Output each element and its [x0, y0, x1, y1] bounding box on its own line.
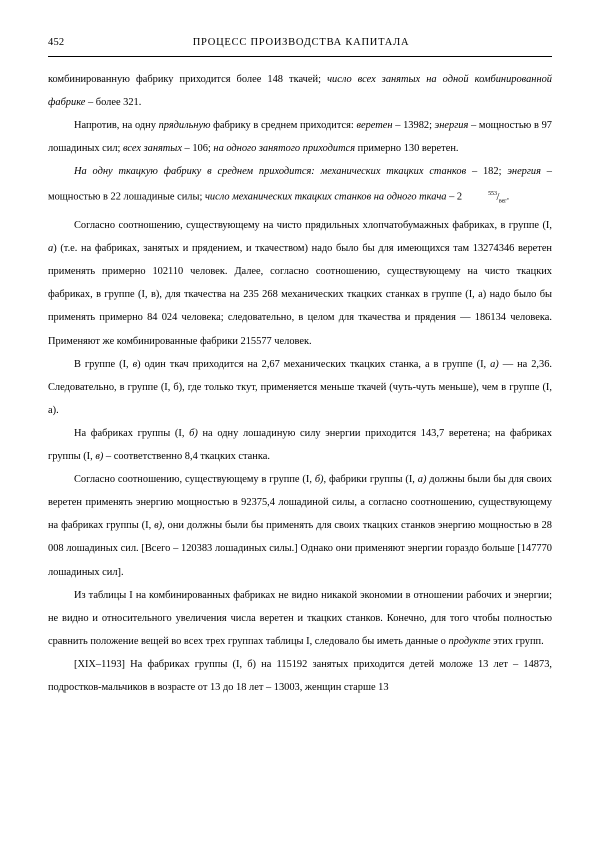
p3-text-f: – 2: [446, 191, 463, 203]
paragraph-4: [48, 214, 552, 353]
fraction-solidus: /: [496, 191, 500, 203]
p7-emphasis-group-a: а): [417, 474, 427, 486]
p3-emphasis-looms: На одну ткацкую фабрику в среднем приходится: механических ткацких станков: [74, 166, 467, 178]
p6-emphasis-group-v: в): [95, 451, 104, 463]
running-head: [48, 38, 552, 52]
p3-text-d: – мощностью в 22 лошадиные силы;: [48, 166, 552, 203]
p8-emphasis-product: продукте: [448, 635, 491, 647]
paragraph-7: [48, 468, 552, 583]
page-number: 452: [48, 37, 65, 48]
p2-emphasis-spinning: прядильную: [158, 120, 211, 132]
p3-emphasis-energy: энергия: [507, 166, 541, 178]
p1-text-c: – более 321.: [85, 97, 142, 109]
p6-emphasis-group-b: б): [189, 427, 198, 439]
p7-text-g: , они должны были бы применять для своих ткацких станков энергию мощностью в 28 008 лошадиных сил. [Всего – 120383 лошадиных силы.] Однако они применяют энергии гораздо больше [147770 лошадиных сил].: [48, 520, 552, 578]
paragraph-9: [48, 653, 552, 699]
fraction-numerator: 553: [488, 191, 497, 198]
p5-emphasis-group-v: в: [132, 358, 138, 370]
paragraph-2: [48, 114, 552, 160]
header-rule: [48, 56, 552, 57]
p2-emphasis-spindles: веретен: [356, 120, 393, 132]
p7-text-e: должны были бы для своих веретен применять энергию мощностью в 92375,4 лошадиной силы, а согласно соотношению, существующему на фабриках группы (I,: [48, 474, 552, 532]
p5-emphasis-group-a: а): [490, 358, 499, 370]
p7-text-a: Согласно соотношению, существующему в группе (I,: [74, 474, 315, 486]
p6-text-a: На фабриках группы (I,: [74, 427, 190, 439]
paragraph-6: [48, 422, 552, 468]
p2-emphasis-per-worker: на одного занятого приходится: [213, 143, 356, 155]
p5-text-e: — на 2,36. Следовательно, в группе (I, б), где только ткут, применяется меньше ткачей (чуть-чуть меньше), чем в группе (I, а).: [48, 358, 552, 416]
p3-text-b: – 182;: [466, 166, 508, 178]
p4-text-c: ) (т.е. на фабриках, занятых и прядением, и ткачеством) надо было бы для имеющихся там 13274346 веретен применять примерно 102110 человек. Далее, согласно соотношению, существующему на чисто ткацких фабриках, в группе (I, в), для ткачества на 235 268 механических ткацких станках в группе (I, а) надо было бы применять примерно 84 024 человека; следовательно, в целом для ткачества и прядения — 186134 человека. Применяют же комбинированные фабрики 215577 человек.: [48, 243, 552, 347]
paragraph-1: [48, 68, 552, 114]
p9-text-a: [XIX–1193] На фабриках группы (I, б) на 115192 занятых приходится детей моложе 13 лет – 14873, подростков-мальчиков в возрасте от 13 до 18 лет – 13003, женщин старше 13: [48, 658, 552, 693]
p7-text-c: , фабрики группы (I,: [323, 474, 418, 486]
p8-text-a: Из таблицы I на комбинированных фабриках не видно никакой экономии в отношении рабочих и энергии; не видно и относительного увеличения числа веретен и ткацких станков. Конечно, для того чтобы полностью сравнить положение вещей во всех трех группах таблицы I, следовало бы иметь данные о: [48, 589, 552, 647]
paragraph-8: [48, 584, 552, 653]
p3-emphasis-per-weaver: число механических ткацких станков на одного ткача: [204, 191, 447, 203]
p2-text-i: – 106;: [181, 143, 214, 155]
p7-emphasis-group-v: в): [154, 520, 163, 532]
paragraph-5: [48, 353, 552, 422]
p2-text-c: фабрику в среднем приходится:: [210, 120, 357, 132]
p2-text-k: примерно 130 веретен.: [355, 143, 459, 155]
p1-emphasis: число всех занятых на одной комбинированной фабрике: [48, 74, 553, 109]
p5-text-a: В группе (I,: [74, 358, 133, 370]
running-title: ПРОЦЕСС ПРОИЗВОДСТВА КАПИТАЛА: [192, 37, 410, 48]
body-text: [48, 68, 552, 699]
p1-text-a: комбинированную фабрику приходится более 148 ткачей;: [48, 74, 328, 85]
p2-text-a: Напротив, на одну: [74, 120, 159, 132]
p2-emphasis-employed: всех занятых: [123, 143, 182, 155]
p8-text-c: этих групп.: [490, 635, 544, 647]
p6-text-c: на одну лошадиную силу энергии приходится 143,7 веретена; на фабриках группы (I,: [48, 427, 552, 463]
p2-emphasis-energy: энергия: [434, 120, 469, 132]
p3-text-g: .: [506, 191, 510, 203]
p4-emphasis-group-a: а: [48, 243, 54, 255]
p5-text-c: ) один ткач приходится на 2,67 механических ткацких станка, а в группе (I,: [137, 358, 491, 370]
p7-emphasis-group-b: б): [314, 474, 324, 486]
paragraph-3: [48, 160, 552, 214]
fraction-notation: [462, 183, 506, 214]
p2-text-e: – 13982;: [392, 120, 435, 132]
p2-text-g: – мощностью в 97 лошадиных сил;: [48, 120, 552, 155]
p6-text-e: – соответственно 8,4 ткацких станка.: [103, 451, 270, 463]
p4-text-a: Согласно соотношению, существующему на чисто прядильных хлопчатобумажных фабриках, в группе (I,: [74, 220, 552, 232]
fraction-denominator: вег: [498, 199, 507, 206]
